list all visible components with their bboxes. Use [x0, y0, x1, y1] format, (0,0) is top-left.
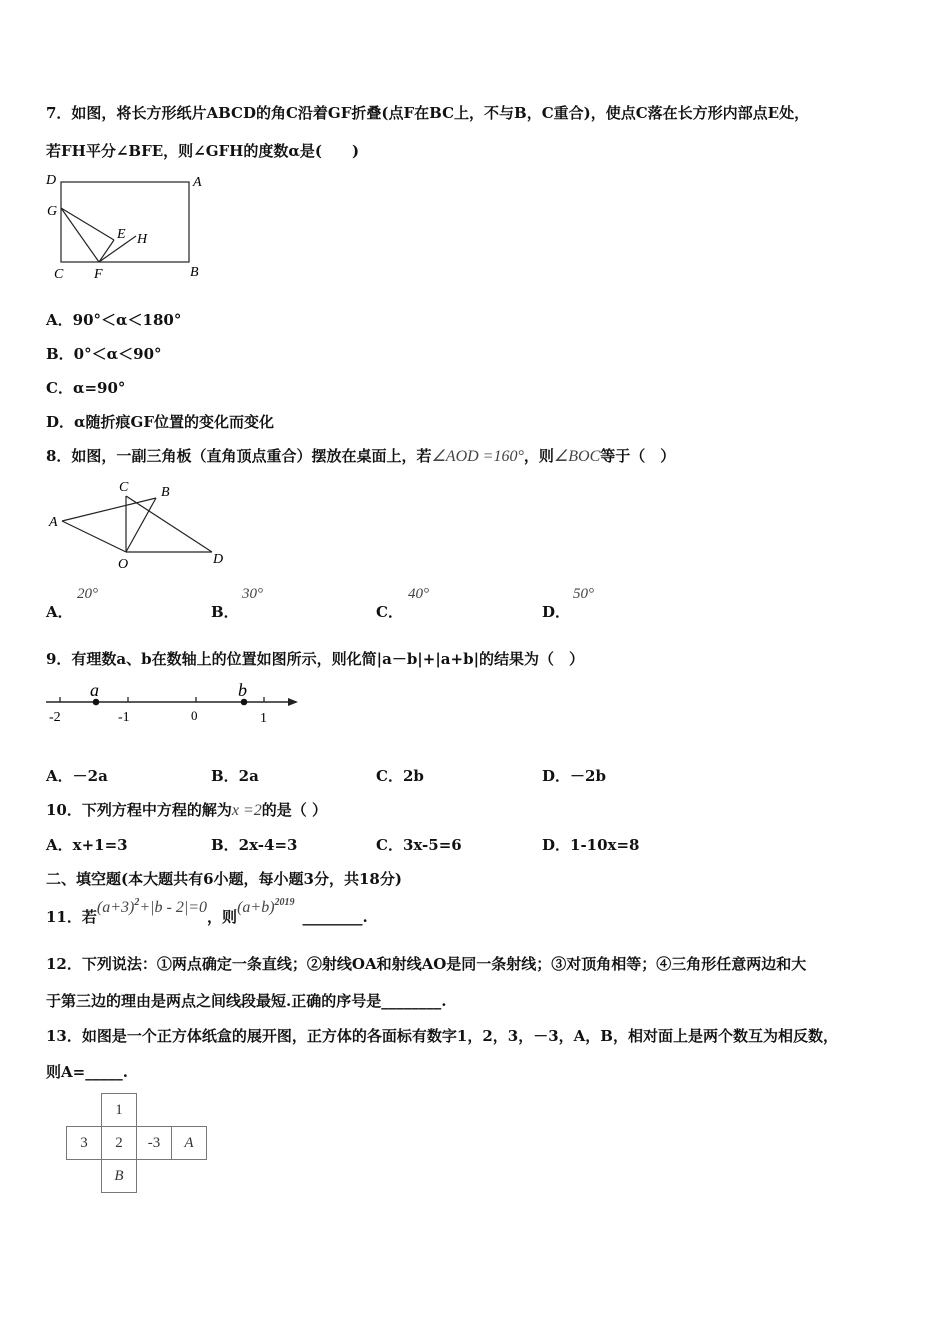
q8-math-boc: ∠BOC [553, 448, 601, 465]
q8-question [46, 445, 675, 466]
q7-line1: 7．如图，将长方形纸片ABCD的角C沿着GF折叠(点F在BC上，不与B，C重合)，使点C落在长方形内部点E处， [46, 104, 810, 122]
q8-text-c: 等于（ ） [600, 447, 676, 465]
segment-a-b [62, 498, 156, 521]
label-o: O [118, 557, 129, 572]
label-b: B [190, 265, 199, 280]
axis-label-minus-2: -2 [49, 710, 61, 725]
q11-question [46, 896, 368, 926]
segment-fe [99, 240, 114, 262]
label-h: H [137, 232, 148, 247]
q10-math: x =2 [231, 802, 262, 819]
point-a-label: a [90, 680, 99, 700]
net-face-4: A [172, 1127, 207, 1160]
q13-line2: 则A=_____. [46, 1063, 128, 1081]
q8-option-c-value: 40° [408, 586, 429, 602]
crease-gf [61, 208, 99, 262]
label-f: F [94, 267, 103, 282]
axis-arrow [288, 698, 298, 706]
q9-option-a: A．－2a [46, 767, 108, 785]
q10-option-b: B．2x-4=3 [211, 836, 298, 854]
q11-blank: ________. [302, 908, 368, 926]
q11-sup-a: 2 [134, 897, 140, 908]
net-face-2: 2 [102, 1127, 137, 1160]
q8-option-a-value: 20° [77, 586, 98, 602]
q8-option-d-letter: D． [542, 603, 571, 621]
number-line [42, 676, 304, 732]
q11-prefix: 11．若 [46, 908, 97, 926]
point-b-label: b [238, 680, 247, 700]
net-face-3: -3 [137, 1127, 172, 1160]
q7-option-b: B．0°＜α＜90° [46, 345, 162, 363]
q9-option-b: B．2a [211, 767, 259, 785]
q8-option-b-letter: B． [211, 603, 239, 621]
q7-line2: 若FH平分∠BFE，则∠GFH的度数α是( ) [46, 142, 360, 160]
q11-mid: ，则 [207, 908, 238, 926]
q8-figure [44, 476, 244, 572]
q8-text-a: 8．如图，一副三角板（直角顶点重合）摆放在桌面上，若 [46, 447, 432, 465]
label-c: C [119, 480, 129, 495]
q12-line2: 于第三边的理由是两点之间线段最短.正确的序号是________. [46, 992, 447, 1010]
q9-question: 9．有理数a、b在数轴上的位置如图所示，则化简|a－b|+|a+b|的结果为（ ） [46, 650, 585, 668]
label-g: G [47, 204, 58, 219]
label-d: D [46, 173, 57, 188]
label-a: A [49, 515, 58, 530]
q7-option-a: A．90°＜α＜180° [46, 311, 182, 329]
axis-label-0: 0 [191, 708, 198, 723]
q9-option-d: D．－2b [542, 767, 606, 785]
rectangle-abcd [61, 182, 189, 262]
q10-option-d: D．1-10x=8 [542, 836, 640, 854]
q10-text-a: 10．下列方程中方程的解为 [46, 801, 232, 819]
q7-option-c: C．α=90° [46, 379, 126, 397]
label-c: C [54, 267, 64, 282]
cube-net [66, 1093, 207, 1193]
q10-option-a: A．x+1=3 [46, 836, 128, 854]
q10-question [46, 799, 327, 820]
net-face-top: 1 [102, 1094, 137, 1127]
segment-ge [61, 208, 114, 240]
q8-option-c-letter: C． [376, 603, 403, 621]
label-b: B [161, 485, 170, 500]
q11-math-a2: +|b - 2|=0 [139, 899, 208, 916]
q8-option-b-value: 30° [242, 586, 263, 602]
net-face-1: 3 [67, 1127, 102, 1160]
q11-math-b: (a+b) [237, 899, 275, 916]
q7-option-d: D．α随折痕GF位置的变化而变化 [46, 413, 275, 431]
label-d: D [213, 552, 224, 567]
q7-figure [44, 170, 214, 282]
q8-math-aod: ∠AOD =160° [431, 448, 524, 465]
axis-label-minus-1: -1 [118, 710, 130, 725]
label-e: E [117, 227, 126, 242]
q11-sup-b: 2019 [274, 897, 295, 908]
q10-text-b: 的是（ ） [261, 801, 328, 819]
q11-math-a: (a+3) [96, 899, 135, 916]
q8-option-a-letter: A． [46, 603, 73, 621]
segment-a-o [62, 521, 126, 552]
q10-option-c: C．3x-5=6 [376, 836, 462, 854]
segment-c-d [126, 496, 212, 552]
q13-line1: 13．如图是一个正方体纸盒的展开图，正方体的各面标有数字1，2，3，－3，A，B，相对面上是两个数互为相反数， [46, 1027, 838, 1045]
q8-option-d-value: 50° [573, 586, 594, 602]
axis-label-1: 1 [260, 711, 267, 726]
section-2-title: 二、填空题(本大题共有6小题，每小题3分，共18分) [46, 870, 402, 888]
label-a: A [193, 175, 202, 190]
net-face-bottom: B [102, 1160, 137, 1193]
q9-option-c: C．2b [376, 767, 424, 785]
q12-line1: 12．下列说法：①两点确定一条直线；②射线OA和射线AO是同一条射线；③对顶角相等；④三角形任意两边和大 [46, 955, 807, 973]
q8-text-b: ，则 [523, 447, 554, 465]
